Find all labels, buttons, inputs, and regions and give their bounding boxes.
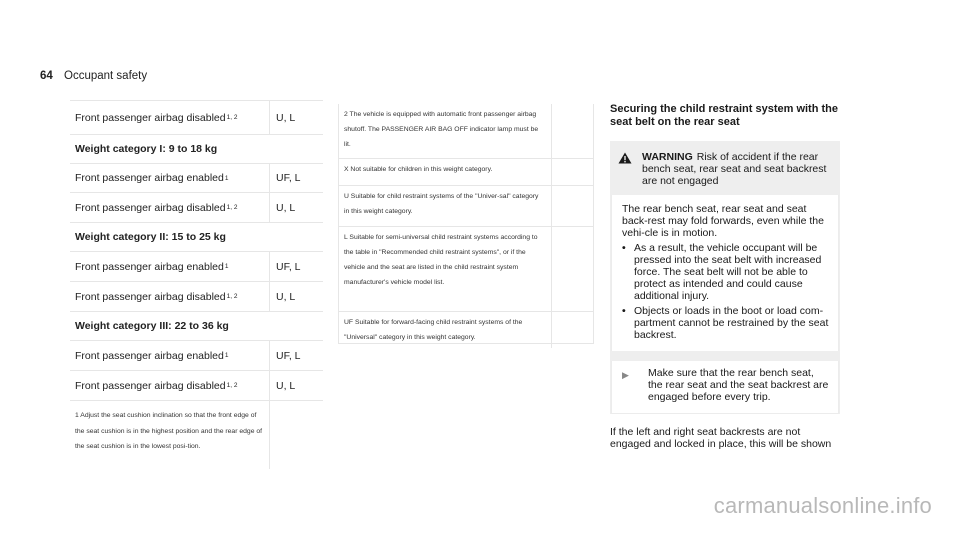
warning-description: The rear bench seat, rear seat and seat back-rest may fold forwards, even while the vehi-cle is in motion. <box>622 203 824 239</box>
legend-text: 2 The vehicle is equipped with automatic front passenger airbag shutoff. The PASSENGER AIR BAG OFF indicator lamp must be lit. <box>344 111 539 148</box>
table-heading-row <box>70 135 323 164</box>
legend-row <box>338 158 594 185</box>
weight-category-table <box>70 100 323 469</box>
footnote-ref: 1 <box>224 352 229 359</box>
footnote-text: 1 Adjust the seat cushion inclination so that the front edge of the seat cushion is in the highest position and the rear edge of the seat cushion is in the lowest posi-tion. <box>70 401 270 469</box>
table-row <box>70 282 323 312</box>
footnote-ref: 1, 2 <box>226 204 238 211</box>
legend-row <box>338 104 594 158</box>
table-heading-row <box>70 223 323 252</box>
legend-text: UF Suitable for forward-facing child restraint systems of the "Universal" category in this weight category. <box>344 319 523 341</box>
row-value: UF, L <box>276 260 301 273</box>
legend-row <box>338 185 594 226</box>
category-heading: Weight category III: 22 to 36 kg <box>75 320 229 332</box>
warning-triangle-icon <box>618 152 632 164</box>
section-title: Occupant safety <box>64 70 148 82</box>
legend-table <box>338 104 594 348</box>
section-heading: Securing the child restraint system with the seat belt on the rear seat <box>610 103 838 128</box>
warning-box <box>610 141 840 414</box>
table-heading-row <box>70 312 323 341</box>
table-row <box>70 252 323 282</box>
row-label: Front passenger airbag enabled <box>75 349 224 362</box>
row-label: Front passenger airbag enabled <box>75 260 224 273</box>
row-value: U, L <box>276 379 296 392</box>
table-footnote-row <box>70 401 323 469</box>
footnote-ref: 1, 2 <box>226 114 238 121</box>
row-label: Front passenger airbag disabled <box>75 111 226 124</box>
list-item <box>622 305 830 341</box>
action-step <box>612 361 830 403</box>
play-arrow-icon: ▶ <box>622 370 629 380</box>
securing-section <box>610 103 840 450</box>
warning-header <box>610 141 840 195</box>
bullet-icon: • <box>622 305 626 317</box>
footnote-ref: 1, 2 <box>226 293 238 300</box>
table-row <box>70 193 323 223</box>
table-row <box>70 371 323 401</box>
legend-row <box>338 226 594 311</box>
row-value: UF, L <box>276 349 301 362</box>
warning-body <box>611 195 839 351</box>
table-row <box>70 341 323 371</box>
warning-label: WARNING <box>642 151 693 163</box>
legend-text: L Suitable for semi-universal child restraint systems according to the table in "Recommended child restraint systems", or if the vehicle and the seat are listed in the child restraint system manufacturer's vehicle model list. <box>344 234 538 286</box>
bullet-icon: • <box>622 242 626 254</box>
legend-row <box>338 311 594 348</box>
warning-action-area <box>611 361 839 414</box>
legend-text: X Not suitable for children in this weight category. <box>344 166 493 173</box>
warning-text: Risk of accident if the rear bench seat, rear seat and seat backrest are not engaged <box>642 151 827 187</box>
table-row <box>70 164 323 193</box>
action-text: Make sure that the rear bench seat, the rear seat and the seat backrest are engaged before every trip. <box>648 367 829 403</box>
page-number: 64 <box>40 70 53 82</box>
footnote-ref: 1, 2 <box>226 382 238 389</box>
row-value: U, L <box>276 290 296 303</box>
row-label: Front passenger airbag disabled <box>75 201 226 214</box>
row-label: Front passenger airbag disabled <box>75 290 226 303</box>
watermark: carmanualsonline.info <box>713 493 932 518</box>
list-item <box>622 242 830 302</box>
footnote-ref: 1 <box>224 263 229 270</box>
page-header <box>40 70 147 82</box>
bullet-text: Objects or loads in the boot or load com-partment cannot be restrained by the seat backrest. <box>634 305 829 341</box>
body-paragraph: If the left and right seat backrests are not engaged and locked in place, this will be shown <box>610 426 832 450</box>
category-heading: Weight category I: 9 to 18 kg <box>75 143 218 155</box>
legend-text: U Suitable for child restraint systems of the "Univer-sal" category in this weight category. <box>344 193 539 215</box>
category-heading: Weight category II: 15 to 25 kg <box>75 231 226 243</box>
footnote-ref: 1 <box>224 174 229 182</box>
table-row <box>70 100 323 135</box>
row-label: Front passenger airbag disabled <box>75 379 226 392</box>
row-value: U, L <box>276 201 296 214</box>
row-label: Front passenger airbag enabled <box>75 172 224 184</box>
row-value: U, L <box>276 111 296 124</box>
bullet-text: As a result, the vehicle occupant will be pressed into the seat belt with increased force. The seat belt will not be able to protect as intended and could cause additional injury. <box>634 242 822 302</box>
row-value: UF, L <box>276 172 301 184</box>
